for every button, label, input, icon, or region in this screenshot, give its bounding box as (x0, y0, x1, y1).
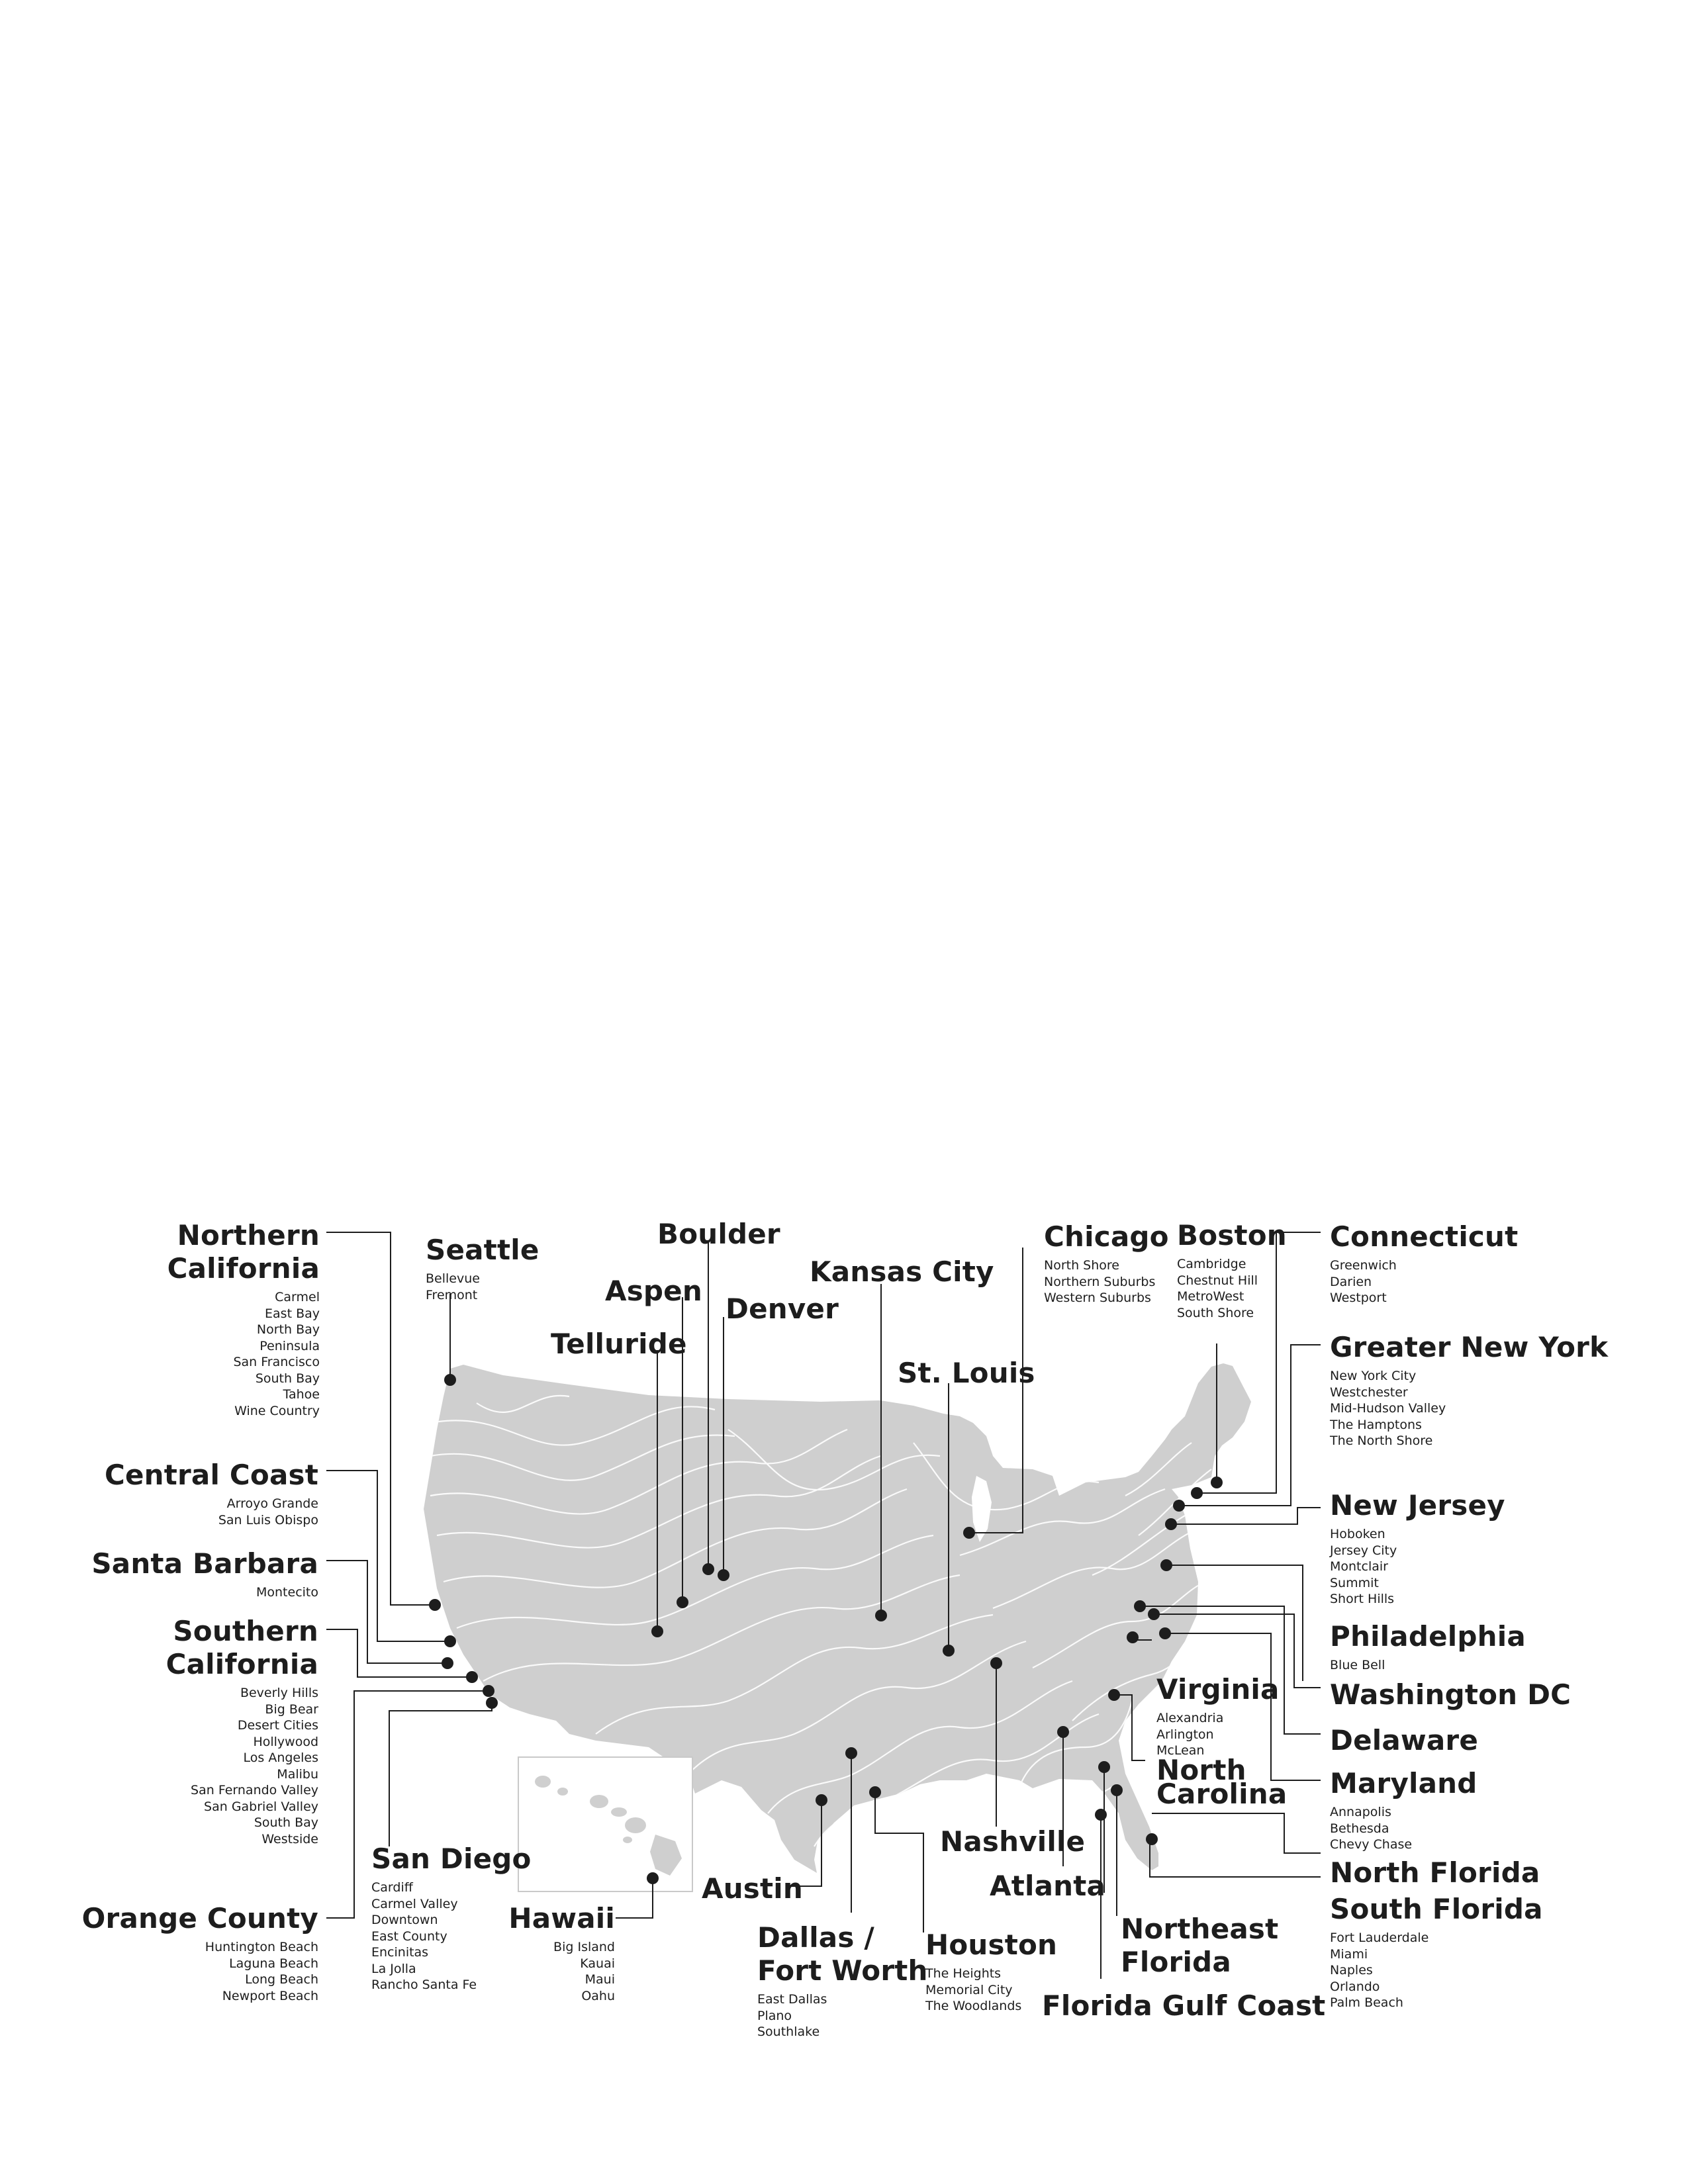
label-san-diego[interactable] (371, 1843, 532, 1993)
title-line: Central Coast (104, 1459, 318, 1491)
title (1121, 1913, 1278, 1979)
title-line: St. Louis (898, 1357, 1035, 1389)
title-line: Maryland (1330, 1767, 1477, 1799)
leader-line (326, 1561, 447, 1663)
label-connecticut[interactable] (1330, 1220, 1518, 1306)
marker-atlanta[interactable] (1057, 1726, 1069, 1738)
sub-area: Huntington Beach (205, 1940, 318, 1954)
marker-new-jersey[interactable] (1165, 1518, 1177, 1530)
title (925, 1929, 1057, 1962)
title-line: Virginia (1156, 1673, 1280, 1706)
marker-santa-barbara[interactable] (442, 1657, 453, 1669)
title-line: Houston (925, 1929, 1058, 1961)
title (702, 1872, 803, 1905)
sub-area: Summit (1330, 1575, 1379, 1590)
sub-area: Carmel (275, 1290, 320, 1304)
sub-area: Montclair (1330, 1559, 1388, 1574)
marker-seattle[interactable] (444, 1374, 456, 1386)
label-kansas-city[interactable] (810, 1255, 994, 1289)
sub-area: Palm Beach (1330, 1995, 1403, 2010)
sub-area: North Shore (1044, 1258, 1119, 1273)
label-northern-california[interactable] (167, 1219, 320, 1419)
sub-area: Darien (1330, 1274, 1372, 1289)
sub-area: Wine Country (234, 1403, 320, 1418)
title-line: Dallas / (757, 1921, 874, 1954)
label-atlanta[interactable] (990, 1870, 1105, 1903)
title-line: New Jersey (1330, 1489, 1505, 1522)
title-line: San Diego (371, 1843, 532, 1875)
marker-aspen[interactable] (677, 1596, 688, 1608)
title-line: North Florida (1330, 1856, 1540, 1889)
label-santa-barbara[interactable] (91, 1547, 318, 1601)
subs (105, 1496, 318, 1528)
subs (91, 1584, 318, 1601)
sub-area: Cambridge (1177, 1257, 1246, 1271)
sub-area: The Heights (925, 1966, 1002, 1981)
label-south-florida[interactable] (1330, 1893, 1543, 2011)
title-line: California (165, 1648, 318, 1680)
title-line: Greater New York (1330, 1331, 1609, 1363)
subs (166, 1685, 318, 1847)
subs (1330, 1804, 1477, 1853)
sub-area: The Hamptons (1330, 1417, 1422, 1432)
title-line: Delaware (1330, 1724, 1479, 1756)
sub-area: Montecito (256, 1585, 318, 1600)
label-seattle[interactable] (426, 1234, 539, 1303)
sub-area: Long Beach (245, 1972, 318, 1987)
title-line: Chicago (1044, 1220, 1169, 1253)
sub-area: Beverly Hills (240, 1686, 318, 1700)
marker-boston[interactable] (1211, 1477, 1223, 1488)
sub-area: Blue Bell (1330, 1658, 1385, 1672)
sub-area: Naples (1330, 1963, 1373, 1978)
label-northeast-florida[interactable] (1121, 1913, 1278, 1979)
sub-area: Memorial City (925, 1982, 1013, 1997)
subs (925, 1966, 1057, 2015)
subs (82, 1939, 318, 2004)
label-greater-new-york[interactable] (1330, 1331, 1608, 1449)
sub-area: Western Suburbs (1044, 1291, 1151, 1305)
title-line: South Florida (1330, 1893, 1543, 1925)
title (990, 1870, 1105, 1903)
subs (167, 1289, 320, 1419)
title-line: Florida Gulf Coast (1042, 1989, 1326, 2022)
label-new-jersey[interactable] (1330, 1489, 1505, 1608)
leader-line (875, 1792, 923, 1933)
title (426, 1234, 539, 1267)
sub-area: Downtown (371, 1913, 438, 1927)
title-line: Florida (1121, 1946, 1231, 1978)
subs (508, 1939, 615, 2004)
marker-south-florida[interactable] (1146, 1833, 1158, 1845)
label-austin[interactable] (702, 1872, 803, 1905)
subs (1330, 1526, 1505, 1608)
sub-area: South Bay (254, 1815, 318, 1830)
subs (1330, 1930, 1543, 2011)
sub-area: Westport (1330, 1291, 1387, 1305)
marker-delaware[interactable] (1160, 1559, 1172, 1571)
marker-orange-county[interactable] (483, 1685, 494, 1697)
label-washington-dc[interactable] (1330, 1678, 1571, 1711)
marker-chicago[interactable] (963, 1527, 975, 1539)
title-line: Kansas City (810, 1255, 994, 1288)
sub-area: East County (371, 1929, 447, 1944)
sub-area: Peninsula (259, 1338, 320, 1353)
title (371, 1843, 532, 1876)
sub-area: MetroWest (1177, 1289, 1244, 1304)
marker-maryland[interactable] (1134, 1600, 1146, 1612)
sub-area: East Dallas (757, 1992, 827, 2007)
subs (1177, 1256, 1287, 1321)
label-southern-california[interactable] (166, 1615, 318, 1847)
label-virginia[interactable] (1156, 1673, 1280, 1759)
title-line: Austin (702, 1872, 803, 1905)
sub-area: South Shore (1177, 1305, 1254, 1320)
title (810, 1255, 994, 1289)
title (1330, 1331, 1608, 1364)
label-boston[interactable] (1177, 1219, 1287, 1321)
sub-area: Desert Cities (237, 1718, 318, 1733)
label-hawaii[interactable] (508, 1902, 615, 2004)
title-line: Santa Barbara (91, 1547, 318, 1580)
title (1156, 1673, 1280, 1706)
title (657, 1218, 780, 1251)
title (82, 1902, 318, 1935)
label-philadelphia[interactable] (1330, 1620, 1526, 1674)
sub-area: La Jolla (371, 1961, 416, 1976)
title-line: Boulder (657, 1218, 780, 1250)
sub-area: Annapolis (1330, 1805, 1391, 1819)
sub-area: North Bay (256, 1322, 320, 1337)
title (1330, 1767, 1477, 1800)
sub-area: East Bay (265, 1306, 320, 1321)
marker-washington-dc[interactable] (1159, 1627, 1171, 1639)
title-line: Connecticut (1330, 1220, 1519, 1253)
sub-area: Jersey City (1330, 1543, 1397, 1558)
label-chicago[interactable] (1044, 1220, 1169, 1306)
sub-area: Short Hills (1330, 1592, 1395, 1606)
sub-area: Arlington (1156, 1727, 1214, 1742)
sub-area: San Francisco (233, 1355, 320, 1369)
title (1330, 1678, 1571, 1711)
marker-southern-california[interactable] (466, 1671, 478, 1683)
sub-area: Alexandria (1156, 1711, 1224, 1725)
sub-area: Fremont (426, 1287, 478, 1302)
marker-boulder[interactable] (702, 1563, 714, 1575)
sub-area: Southlake (757, 2025, 820, 2039)
marker-houston[interactable] (869, 1786, 881, 1798)
label-telluride[interactable] (551, 1328, 687, 1361)
title-line: Boston (1177, 1219, 1287, 1251)
marker-austin[interactable] (816, 1794, 827, 1806)
title-line: North (1156, 1754, 1246, 1786)
title (1330, 1220, 1518, 1253)
title-line: Telluride (551, 1328, 687, 1360)
subs (371, 1880, 532, 1993)
title (1330, 1489, 1505, 1522)
title-line: Southern (173, 1615, 318, 1647)
sub-area: Bellevue (426, 1271, 480, 1286)
label-delaware[interactable] (1330, 1724, 1478, 1757)
marker-denver[interactable] (718, 1569, 729, 1581)
label-denver[interactable] (726, 1293, 839, 1326)
sub-area: Maui (585, 1972, 615, 1987)
sub-area: The Woodlands (925, 1999, 1022, 2013)
subs (426, 1271, 539, 1303)
sub-area: Arroyo Grande (226, 1496, 318, 1511)
sub-area: Carmel Valley (371, 1896, 458, 1911)
title (1177, 1219, 1287, 1252)
title-line: Carolina (1156, 1778, 1288, 1810)
sub-area: San Fernando Valley (191, 1783, 318, 1797)
title (1330, 1893, 1543, 1926)
label-north-florida[interactable] (1330, 1856, 1540, 1889)
sub-area: Bethesda (1330, 1821, 1389, 1836)
label-central-coast[interactable] (105, 1459, 318, 1528)
marker-connecticut[interactable] (1191, 1487, 1203, 1499)
leader-line (1152, 1813, 1321, 1853)
title (1156, 1754, 1288, 1810)
sub-area: Rancho Santa Fe (371, 1978, 477, 1992)
sub-area: McLean (1156, 1743, 1205, 1758)
marker-greater-new-york[interactable] (1173, 1500, 1185, 1512)
sub-area: Chevy Chase (1330, 1837, 1413, 1852)
marker-north-carolina[interactable] (1108, 1689, 1120, 1701)
leader-line (1171, 1508, 1321, 1524)
sub-area: Northern Suburbs (1044, 1274, 1156, 1289)
title (757, 1921, 928, 1987)
subs (1044, 1257, 1169, 1306)
marker-hawaii[interactable] (647, 1872, 659, 1884)
title-line: Denver (726, 1293, 839, 1325)
sub-area: Big Island (553, 1940, 615, 1954)
title-line: Nashville (940, 1825, 1086, 1858)
subs (1330, 1257, 1518, 1306)
sub-area: Cardiff (371, 1880, 413, 1895)
leader-line (1150, 1839, 1321, 1877)
label-florida-gulf-coast[interactable] (1042, 1989, 1325, 2023)
marker-central-coast[interactable] (444, 1635, 456, 1647)
sub-area: Westchester (1330, 1385, 1408, 1400)
title (508, 1902, 615, 1935)
sub-area: Newport Beach (222, 1988, 318, 2003)
sub-area: Laguna Beach (229, 1956, 318, 1971)
sub-area: San Gabriel Valley (204, 1799, 318, 1814)
label-dallas-fort-worth[interactable] (757, 1921, 928, 2040)
marker-florida-gulf-coast[interactable] (1095, 1809, 1107, 1821)
label-nashville[interactable] (940, 1825, 1085, 1858)
title-line: Northern (177, 1219, 320, 1251)
title (726, 1293, 839, 1326)
marker-north-florida[interactable] (1098, 1761, 1110, 1773)
sub-area: Mid-Hudson Valley (1330, 1401, 1446, 1416)
sub-area: Hollywood (253, 1734, 318, 1749)
marker-dallas-fort-worth[interactable] (845, 1747, 857, 1759)
title-line: Washington DC (1330, 1678, 1571, 1711)
label-orange-county[interactable] (82, 1902, 318, 2004)
title (91, 1547, 318, 1580)
sub-area: Kauai (580, 1956, 615, 1971)
marker-nashville[interactable] (990, 1657, 1002, 1669)
title (1330, 1724, 1478, 1757)
label-north-carolina[interactable] (1156, 1754, 1288, 1810)
sub-area: Encinitas (371, 1945, 429, 1960)
sub-area: South Bay (255, 1371, 320, 1386)
sub-area: Fort Lauderdale (1330, 1931, 1429, 1945)
title (605, 1275, 702, 1308)
marker-kansas-city[interactable] (875, 1610, 887, 1621)
title (1330, 1856, 1540, 1889)
sub-area: New York City (1330, 1369, 1417, 1383)
title-line: California (167, 1252, 320, 1285)
title (940, 1825, 1085, 1858)
label-maryland[interactable] (1330, 1767, 1477, 1853)
title (1042, 1989, 1325, 2023)
title-line: Aspen (605, 1275, 702, 1307)
leader-line (326, 1232, 435, 1605)
sub-area: Westside (261, 1831, 318, 1846)
title (1044, 1220, 1169, 1253)
label-aspen[interactable] (605, 1275, 702, 1308)
subs (1330, 1657, 1526, 1674)
title (105, 1459, 318, 1492)
sub-area: Miami (1330, 1946, 1368, 1962)
marker-northern-california[interactable] (429, 1599, 441, 1611)
title-line: Northeast (1121, 1913, 1279, 1945)
subs (1330, 1368, 1608, 1449)
sub-area: Oahu (581, 1988, 615, 2003)
title-line: Fort Worth (757, 1954, 928, 1987)
sub-area: Orlando (1330, 1979, 1380, 1994)
title (167, 1219, 320, 1285)
label-houston[interactable] (925, 1929, 1057, 2015)
title (898, 1357, 1035, 1390)
title (551, 1328, 687, 1361)
subs (1156, 1710, 1280, 1759)
marker-san-diego[interactable] (486, 1697, 498, 1709)
title-line: Orange County (81, 1902, 318, 1934)
sub-area: Hoboken (1330, 1527, 1385, 1541)
title-line: Seattle (426, 1234, 539, 1266)
subs (757, 1991, 928, 2040)
title (1330, 1620, 1526, 1653)
marker-philadelphia[interactable] (1148, 1608, 1160, 1620)
title-line: Hawaii (508, 1902, 615, 1934)
marker-telluride[interactable] (651, 1625, 663, 1637)
label-boulder[interactable] (657, 1218, 780, 1251)
sub-area: Los Angeles (243, 1751, 318, 1765)
title (166, 1615, 318, 1681)
sub-area: The North Shore (1330, 1433, 1433, 1448)
marker-virginia[interactable] (1127, 1631, 1139, 1643)
sub-area: Big Bear (265, 1702, 318, 1717)
sub-area: Malibu (277, 1766, 318, 1782)
sub-area: San Luis Obispo (218, 1512, 318, 1527)
sub-area: Greenwich (1330, 1258, 1397, 1273)
marker-northeast-florida[interactable] (1111, 1784, 1123, 1796)
marker-st-louis[interactable] (943, 1645, 955, 1657)
label-st-louis[interactable] (898, 1357, 1035, 1390)
sub-area: Chestnut Hill (1177, 1273, 1258, 1288)
title-line: Philadelphia (1330, 1620, 1526, 1653)
sub-area: Tahoe (283, 1387, 320, 1402)
leader-line (389, 1703, 492, 1846)
title-line: Atlanta (990, 1870, 1106, 1902)
sub-area: Plano (757, 2008, 792, 2023)
